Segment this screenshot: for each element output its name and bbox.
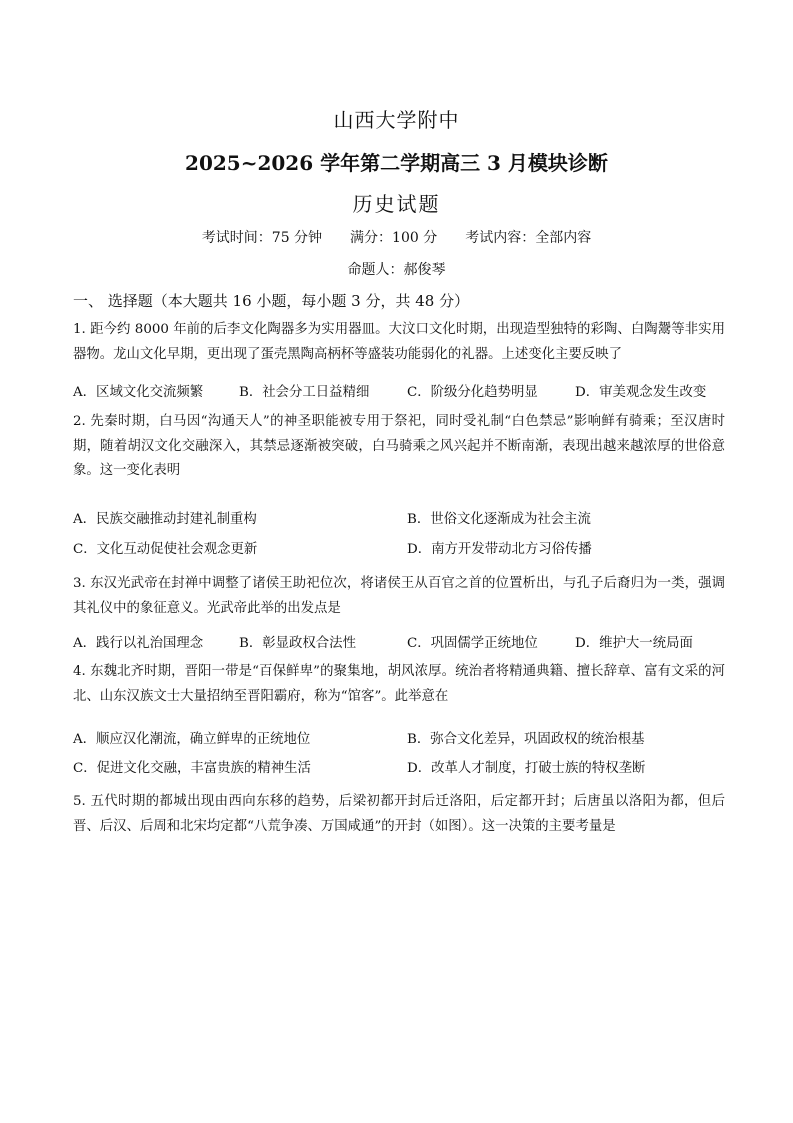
question-2-option-a: A．民族交融推动封建礼制重构	[73, 512, 257, 527]
question-4-option-a: A．顺应汉化潮流，确立鲜卑的正统地位	[73, 732, 311, 747]
question-2-option-b: B．世俗文化逐渐成为社会主流	[407, 512, 591, 527]
question-3-stem: 3. 东汉光武帝在封禅中调整了诸侯王助祀位次，将诸侯王从百官之首的位置析出，与孔子后裔归为一类，强调其礼仪中的象征意义。光武帝此举的出发点是	[73, 576, 725, 616]
section-title: 一、 选择题（本大题共 16 小题，每小题 3 分，共 48 分）	[73, 292, 470, 310]
question-4-option-d: D．改革人才制度，打破士族的特权垄断	[407, 761, 646, 776]
question-5-stem: 5. 五代时期的都城出现由西向东移的趋势，后梁初都开封后迁洛阳，后定都开封；后唐虽以洛阳为都，但后晋、后汉、后周和北宋均定都“八荒争凑、万国咸通”的开封（如图）。这一决策的主要考量是	[73, 794, 725, 834]
subject-title: 历史试题	[352, 192, 441, 216]
question-4-option-b: B．弥合文化差异，巩固政权的统治根基	[407, 732, 645, 747]
question-1-option-c: C．阶级分化趋势明显	[407, 385, 538, 400]
exam-content: 考试内容：全部内容	[465, 230, 592, 246]
exam-title: 2025~2026 学年第二学期高三 3 月模块诊断	[185, 151, 608, 175]
question-4-option-c: C．促进文化交融，丰富贵族的精神生活	[73, 761, 311, 776]
question-2-option-d: D．南方开发带动北方习俗传播	[407, 542, 592, 557]
question-3-option-d: D．维护大一统局面	[575, 636, 693, 651]
school-name: 山西大学附中	[333, 108, 460, 132]
question-2-option-c: C．文化互动促使社会观念更新	[73, 542, 258, 557]
question-1-option-d: D．审美观念发生改变	[575, 385, 707, 400]
exam-score: 满分：100 分	[350, 230, 438, 246]
question-4-stem: 4. 东魏北齐时期，晋阳一带是“百保鲜卑”的聚集地，胡风浓厚。统治者将精通典籍、擅长辞章、富有文采的河北、山东汉族文士大量招纳至晋阳霸府，称为“馆客”。此举意在	[73, 664, 725, 704]
exam-author: 命题人：郝俊琴	[347, 262, 446, 278]
question-3-option-a: A．践行以礼治国理念	[73, 636, 204, 651]
question-2-stem: 2. 先秦时期，白马因“沟通天人”的神圣职能被专用于祭祀，同时受礼制“白色禁忌”影响鲜有骑乘；至汉唐时期，随着胡汉文化交融深入，其禁忌逐渐被突破，白马骑乘之风兴起并不断南渐，表现出越来越浓厚的世俗意象。这一变化表明	[73, 414, 725, 478]
exam-info	[0, 227, 793, 247]
question-1-option-b: B．社会分工日益精细	[239, 385, 370, 400]
exam-time: 考试时间：75 分钟	[201, 230, 323, 246]
question-1-option-a: A．区域文化交流频繁	[73, 385, 204, 400]
question-3-option-c: C．巩固儒学正统地位	[407, 636, 538, 651]
question-3-option-b: B．彰显政权合法性	[239, 636, 356, 651]
question-1-stem: 1. 距今约 8000 年前的后李文化陶器多为实用器皿。大汶口文化时期，出现造型独特的彩陶、白陶鬶等非实用器物。龙山文化早期，更出现了蛋壳黑陶高柄杯等盛装功能弱化的礼器。上述变化主要反映了	[73, 322, 725, 362]
